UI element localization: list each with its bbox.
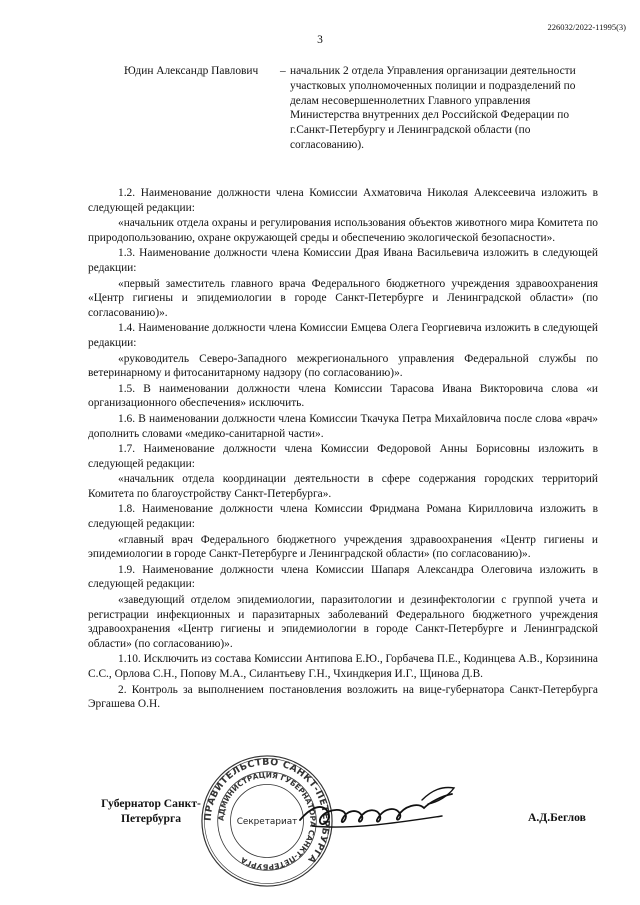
paragraph: 1.2. Наименование должности члена Комиссии Ахматовича Николая Алексеевича изложить в следующей редакции: <box>88 187 598 214</box>
document-body <box>88 186 598 712</box>
signatory-name: А.Д.Беглов <box>528 811 586 824</box>
paragraph: 1.7. Наименование должности члена Комиссии Федоровой Анны Борисовны изложить в следующей редакции: <box>88 443 598 470</box>
paragraph: «главный врач Федерального бюджетного учреждения здравоохранения «Центр гигиены и эпидемиологии в городе Санкт-Петербурге и Ленинградской области» (по согласованию)». <box>88 533 598 561</box>
paragraph: 1.8. Наименование должности члена Комиссии Фридмана Романа Кирилловича изложить в следующей редакции: <box>88 503 598 531</box>
paragraph: 1.4. Наименование должности члена Комиссии Емцева Олега Георгиевича изложить в следующей редакции: <box>88 322 598 349</box>
paragraph: «руководитель Северо-Западного межрегионального управления Федеральной службы по ветеринарному и фитосанитарному надзору (по согласованию)». <box>88 352 598 380</box>
paragraph: «начальник отдела координации деятельности в сфере содержания городских территорий Комитета по благоустройству Санкт-Петербурга». <box>88 473 598 500</box>
member-post: начальник 2 отдела Управления организации деятельности участковых уполномоченных полиции и подразделений по делам несовершеннолетних Главного управления Министерства внутренних дел Российской Федерации по г.Санкт-Петербургу и Ленинградской области (по согласованию). <box>290 65 576 151</box>
paragraph: 1.10. Исключить из состава Комиссии Антипова Е.Ю., Горбачева П.Е., Кодинцева А.В., Корзинина С.С., Орлова С.Н., Попову М.А., Силантьеву Г.Н., Чхиндкерия И.Г., Щинова Д.В. <box>88 653 598 680</box>
seal-inner-text: АДМИНИСТРАЦИЯ ГУБЕРНАТОРА САНКТ-ПЕТЕРБУРГА <box>216 770 318 872</box>
seal-center-text: Секретариат <box>236 816 298 827</box>
paragraph: 1.9. Наименование должности члена Комиссии Шапаря Александра Олеговича изложить в следующей редакции: <box>88 563 598 591</box>
paragraph: «первый заместитель главного врача Федерального бюджетного учреждения здравоохранения «Центр гигиены и эпидемиологии в городе Санкт-Петербурге и Ленинградской области» (по согласованию)». <box>88 277 598 319</box>
paragraph: 1.5. В наименовании должности члена Комиссии Тарасова Ивана Викторовича слова «и организационного обеспечения» исключить. <box>88 382 598 410</box>
paragraph: 2. Контроль за выполнением постановления возложить на вице-губернатора Санкт-Петербурга Эргашева О.Н. <box>88 683 598 711</box>
paragraph: 1.6. В наименовании должности члена Комиссии Ткачука Петра Михайловича после слова «врач» дополнить словами «медико-санитарной части». <box>88 412 598 440</box>
page-number: 3 <box>317 34 323 46</box>
member-name: Юдин Александр Павлович <box>124 65 259 77</box>
document-number: 226032/2022-11995(3) <box>547 22 626 32</box>
member-dash: – <box>280 65 286 77</box>
paragraph: «начальник отдела охраны и регулирования использования объектов животного мира Комитета по природопользованию, охране окружающей среды и обеспечению экологической безопасности». <box>88 217 598 244</box>
seal-outer-text: ПРАВИТЕЛЬСТВО САНКТ-ПЕТЕРБУРГА <box>202 756 332 866</box>
signatory-title: Губернатор Санкт-Петербурга <box>101 797 201 825</box>
paragraph: «заведующий отделом эпидемиологии, паразитологии и дезинфектологии с группой учета и регистрации инфекционных и паразитарных заболеваний Федерального бюджетного учреждения здравоохранения «Центр гигиены и эпидемиологии в городе Санкт-Петербурге и Ленинградской области» (по согласованию)». <box>88 594 598 650</box>
handwritten-signature <box>292 778 472 848</box>
paragraph: 1.3. Наименование должности члена Комиссии Драя Ивана Васильевича изложить в следующей редакции: <box>88 247 598 274</box>
